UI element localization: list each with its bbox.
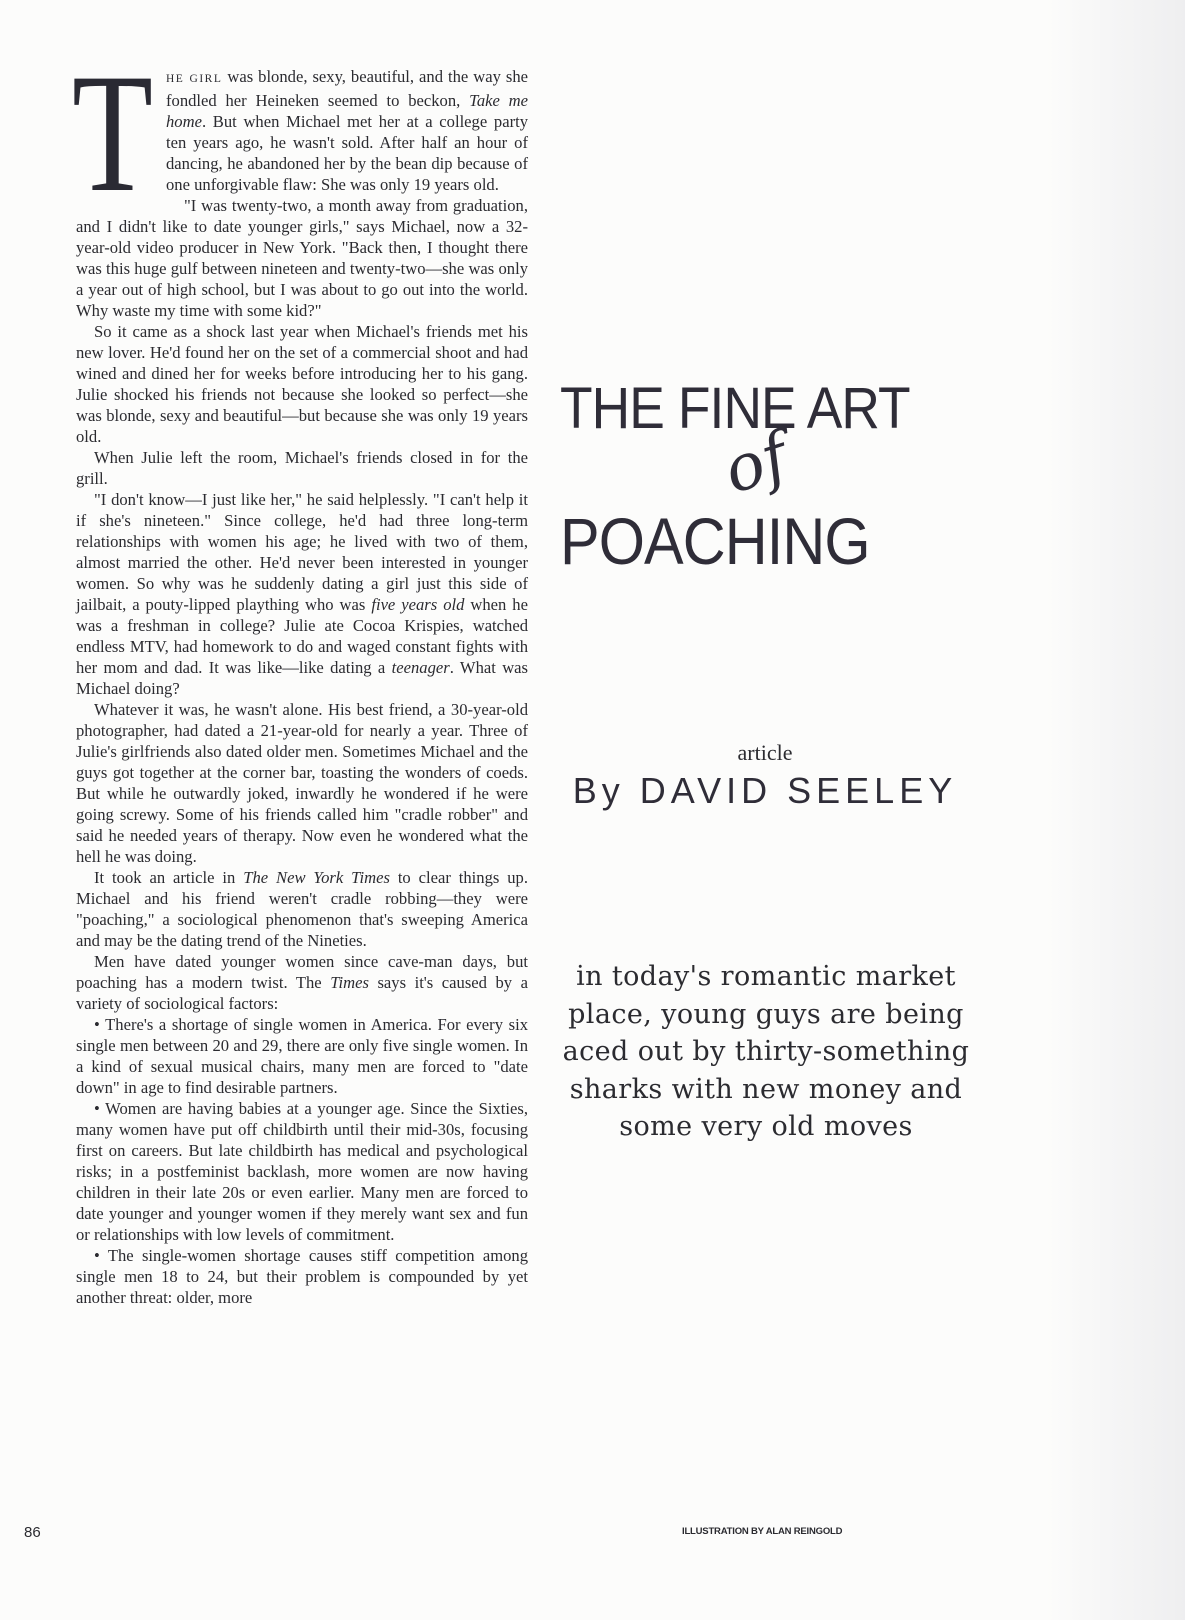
deck-subtitle: in today's romantic market place, young guys are being aced out by thirty-something sharks with new money and some very old moves	[562, 961, 970, 1142]
paragraph-text: when he was a freshman in college? Julie ate Cocoa Krispies, watched endless MTV, had homework to do and waged constant fights with her mom and dad. It was like—like dating a	[76, 595, 528, 677]
paragraph-text: Men have dated younger women since cave-man days, but poaching has a modern twist. The	[76, 952, 528, 992]
article-body	[72, 39, 529, 1308]
paragraph-text: . What was Michael doing?	[76, 658, 529, 698]
paragraph-8	[76, 951, 528, 1014]
section-kicker: article	[737, 740, 793, 765]
title-line-2: POACHING	[560, 504, 870, 578]
illustration-credit: ILLUSTRATION BY ALAN REINGOLD	[682, 1526, 843, 1537]
bullet-paragraph-1: • There's a shortage of single women in America. For every six single men between 20 and 29, there are only five single women. In a kind of sexual musical chairs, many men are forced to "date down" in age to find desirable partners.	[76, 1015, 528, 1097]
paragraph-text: "I don't know—I just like her," he said helplessly. "I can't help it if she's nineteen." Since college, he'd had three long-term relationships with women his age; he lived with two of them, almost married the other. He'd never been interested in younger women. So why was he suddenly dating a girl just this side of jailbait, a pouty-lipped plaything who was	[76, 490, 528, 614]
paragraph-text: It took an article in	[94, 868, 244, 887]
paragraph-text: to clear things up. Michael and his friend weren't cradle robbing—they were "poaching," a sociological phenomenon that's sweeping America and may be the dating trend of the Nineties.	[76, 868, 529, 950]
paragraph-2: "I was twenty-two, a month away from graduation, and I didn't like to date younger girls," says Michael, now a 32-year-old video producer in New York. "Back then, I thought there was this huge gulf between nineteen and twenty-two—she was only a year out of high school, but I was about to go out into the world. Why waste my time with some kid?"	[76, 196, 528, 320]
title-of-script: of	[715, 419, 798, 509]
paragraph-5	[76, 489, 528, 699]
page-number: 86	[24, 1524, 41, 1541]
scan-edge-shading	[1045, 0, 1185, 1620]
emphasis: five years old	[371, 595, 465, 614]
emphasis: Take me home	[166, 91, 529, 131]
emphasis: Times	[330, 973, 369, 992]
bullet-paragraph-2: • Women are having babies at a younger age. Since the Sixties, many women have put off childbirth until their mid-30s, focusing first on careers. But late childbirth has medical and psychological risks; in a postfeminist backlash, more women are now having children in their late 20s or even earlier. Many men are forced to date younger and younger women if they merely want sex and fun or relationships with low levels of commitment.	[76, 1099, 528, 1244]
paragraph-text: . But when Michael met her at a college party ten years ago, he wasn't sold. After half an hour of dancing, he abandoned her by the bean dip because of one unforgivable flaw: She was only 19 years old.	[166, 112, 528, 194]
emphasis: The New York Times	[243, 868, 390, 887]
drop-cap: T	[72, 39, 153, 227]
paragraph-4: When Julie left the room, Michael's friends closed in for the grill.	[76, 448, 528, 488]
lead-in-smallcaps: HE GIRL	[166, 73, 223, 85]
paragraph-text: was blonde, sexy, beautiful, and the way she fondled her Heineken seemed to beckon,	[166, 67, 528, 110]
byline: By DAVID SEELEY	[572, 770, 958, 811]
paragraph-7	[76, 867, 528, 951]
paragraph-3: So it came as a shock last year when Michael's friends met his new lover. He'd found her on the set of a commercial shoot and had wined and dined her for weeks before introducing her to his gang. Julie shocked his friends not because she looked so perfect—she was blonde, sexy and beautiful—but because she was only 19 years old.	[76, 322, 528, 446]
paragraph-1	[72, 39, 529, 227]
emphasis: teenager	[391, 658, 450, 677]
title-line-1: THE FINE ART	[560, 376, 910, 441]
bullet-paragraph-3: • The single-women shortage causes stiff competition among single men 18 to 24, but their problem is compounded by yet another threat: older, more	[76, 1246, 528, 1307]
paragraph-text: says it's caused by a variety of sociological factors:	[76, 973, 528, 1013]
paragraph-6: Whatever it was, he wasn't alone. His best friend, a 30-year-old photographer, had dated a 21-year-old for nearly a year. Three of Julie's girlfriends also dated older men. Sometimes Michael and the guys got together at the corner bar, toasting the wonders of coeds. But while he outwardly joked, inwardly he wondered if he were going screwy. Some of his friends called him "cradle robber" and said he needed years of therapy. Now even he wondered what the hell he was doing.	[76, 700, 528, 866]
